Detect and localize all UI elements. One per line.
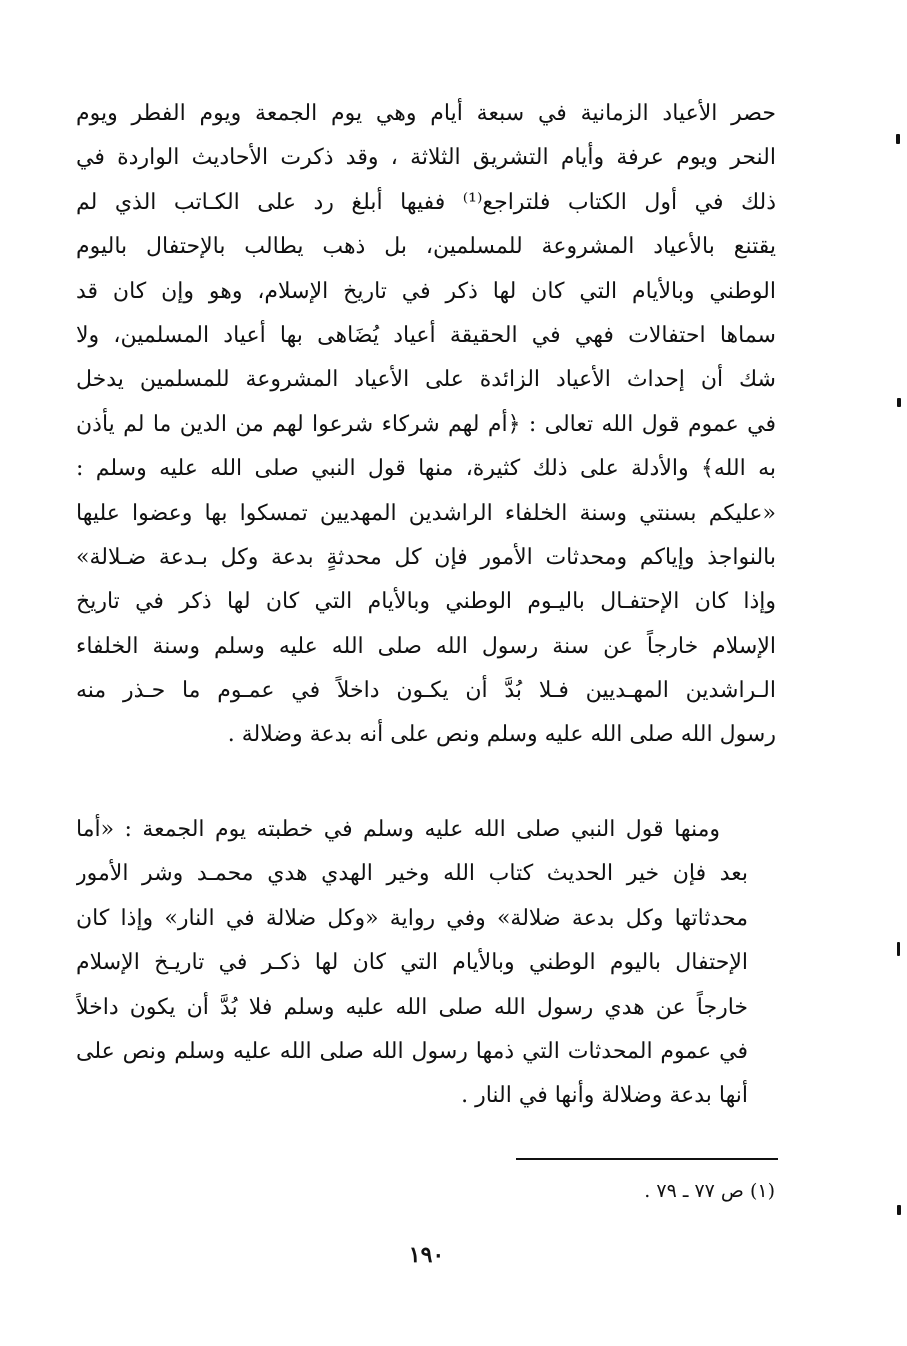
text-line: النحر ويوم عرفة وأيام التشريق الثلاثة ، وقد ذكرت الأحاديث الواردة في bbox=[76, 145, 776, 171]
footnote-divider bbox=[516, 1158, 778, 1160]
scan-margin-mark bbox=[897, 398, 901, 407]
scan-margin-mark bbox=[896, 134, 900, 144]
text-line: بالنواجذ وإياكم ومحدثات الأمور فإن كل محدثةٍ بدعة وكل بـدعة ضـلالة» bbox=[76, 544, 776, 570]
text-line: الوطني وبالأيام التي كان لها ذكر في تاريخ الإسلام، وهو وإن كان قد bbox=[76, 278, 776, 304]
text-line: في عموم قول الله تعالى : ﴿أم لهم شركاء شرعوا لهم من الدين ما لم يأذن bbox=[76, 411, 776, 437]
paragraph-1 bbox=[76, 92, 776, 758]
text-line: بعد فإن خير الحديث كتاب الله وخير الهدي هدي محمـد وشر الأمور bbox=[76, 861, 748, 887]
footnote: (١) ص ٧٧ ـ ٧٩ . bbox=[644, 1180, 775, 1202]
text-line: وإذا كان الإحتفـال باليـوم الوطني وبالأيام التي كان لها ذكر في تاريخ bbox=[76, 589, 776, 615]
text-line: محدثاتها وكل بدعة ضلالة» وفي رواية «وكل ضلالة في النار» وإذا كان bbox=[76, 905, 748, 931]
text-line: ذلك في أول الكتاب فلتراجع⁽¹⁾ ففيها أبلغ رد على الكـاتب الذي لم bbox=[76, 189, 776, 215]
text-line: حصر الأعياد الزمانية في سبعة أيام وهي يوم الجمعة ويوم الفطر ويوم bbox=[76, 101, 776, 126]
scan-margin-mark bbox=[897, 942, 900, 956]
text-line: أنها بدعة وضلالة وأنها في النار . bbox=[461, 1083, 748, 1109]
text-line: شك أن إحداث الأعياد الزائدة على الأعياد المشروعة للمسلمين يدخل bbox=[76, 367, 776, 393]
page-number: ١٩٠ bbox=[408, 1242, 445, 1268]
text-line: خارجاً عن هدي رسول الله صلى الله عليه وسلم فلا بُدَّ أن يكون داخلاً bbox=[76, 994, 748, 1020]
text-line: «عليكم بسنتي وسنة الخلفاء الراشدين المهديين تمسكوا بها وعضوا عليها bbox=[76, 500, 776, 526]
text-line: يقتنع بالأعياد المشروعة للمسلمين، بل ذهب يطالب بالإحتفال باليوم bbox=[76, 234, 776, 260]
scan-margin-mark bbox=[897, 1205, 901, 1215]
text-line: الـراشدين المهـديين فـلا بُدَّ أن يكـون داخلاً في عمـوم ما حـذر منه bbox=[76, 678, 776, 704]
paragraph-2 bbox=[76, 808, 776, 1119]
text-line: الإسلام خارجاً عن سنة رسول الله صلى الله عليه وسلم وسنة الخلفاء bbox=[76, 633, 776, 659]
text-line: في عموم المحدثات التي ذمها رسول الله صلى الله عليه وسلم ونص على bbox=[76, 1038, 748, 1064]
text-line: الإحتفال باليوم الوطني وبالأيام التي كان لها ذكـر في تاريـخ الإسلام bbox=[76, 950, 748, 976]
text-line: سماها احتفالات فهي في الحقيقة أعياد يُضَاهى بها أعياد المسلمين، ولا bbox=[76, 322, 776, 348]
text-line: رسول الله صلى الله عليه وسلم ونص على أنه بدعة وضلالة . bbox=[227, 722, 776, 748]
text-line: به الله﴾ والأدلة على ذلك كثيرة، منها قول النبي صلى الله عليه وسلم : bbox=[76, 456, 776, 482]
text-line: ومنها قول النبي صلى الله عليه وسلم في خطبته يوم الجمعة : «أما bbox=[76, 817, 720, 842]
